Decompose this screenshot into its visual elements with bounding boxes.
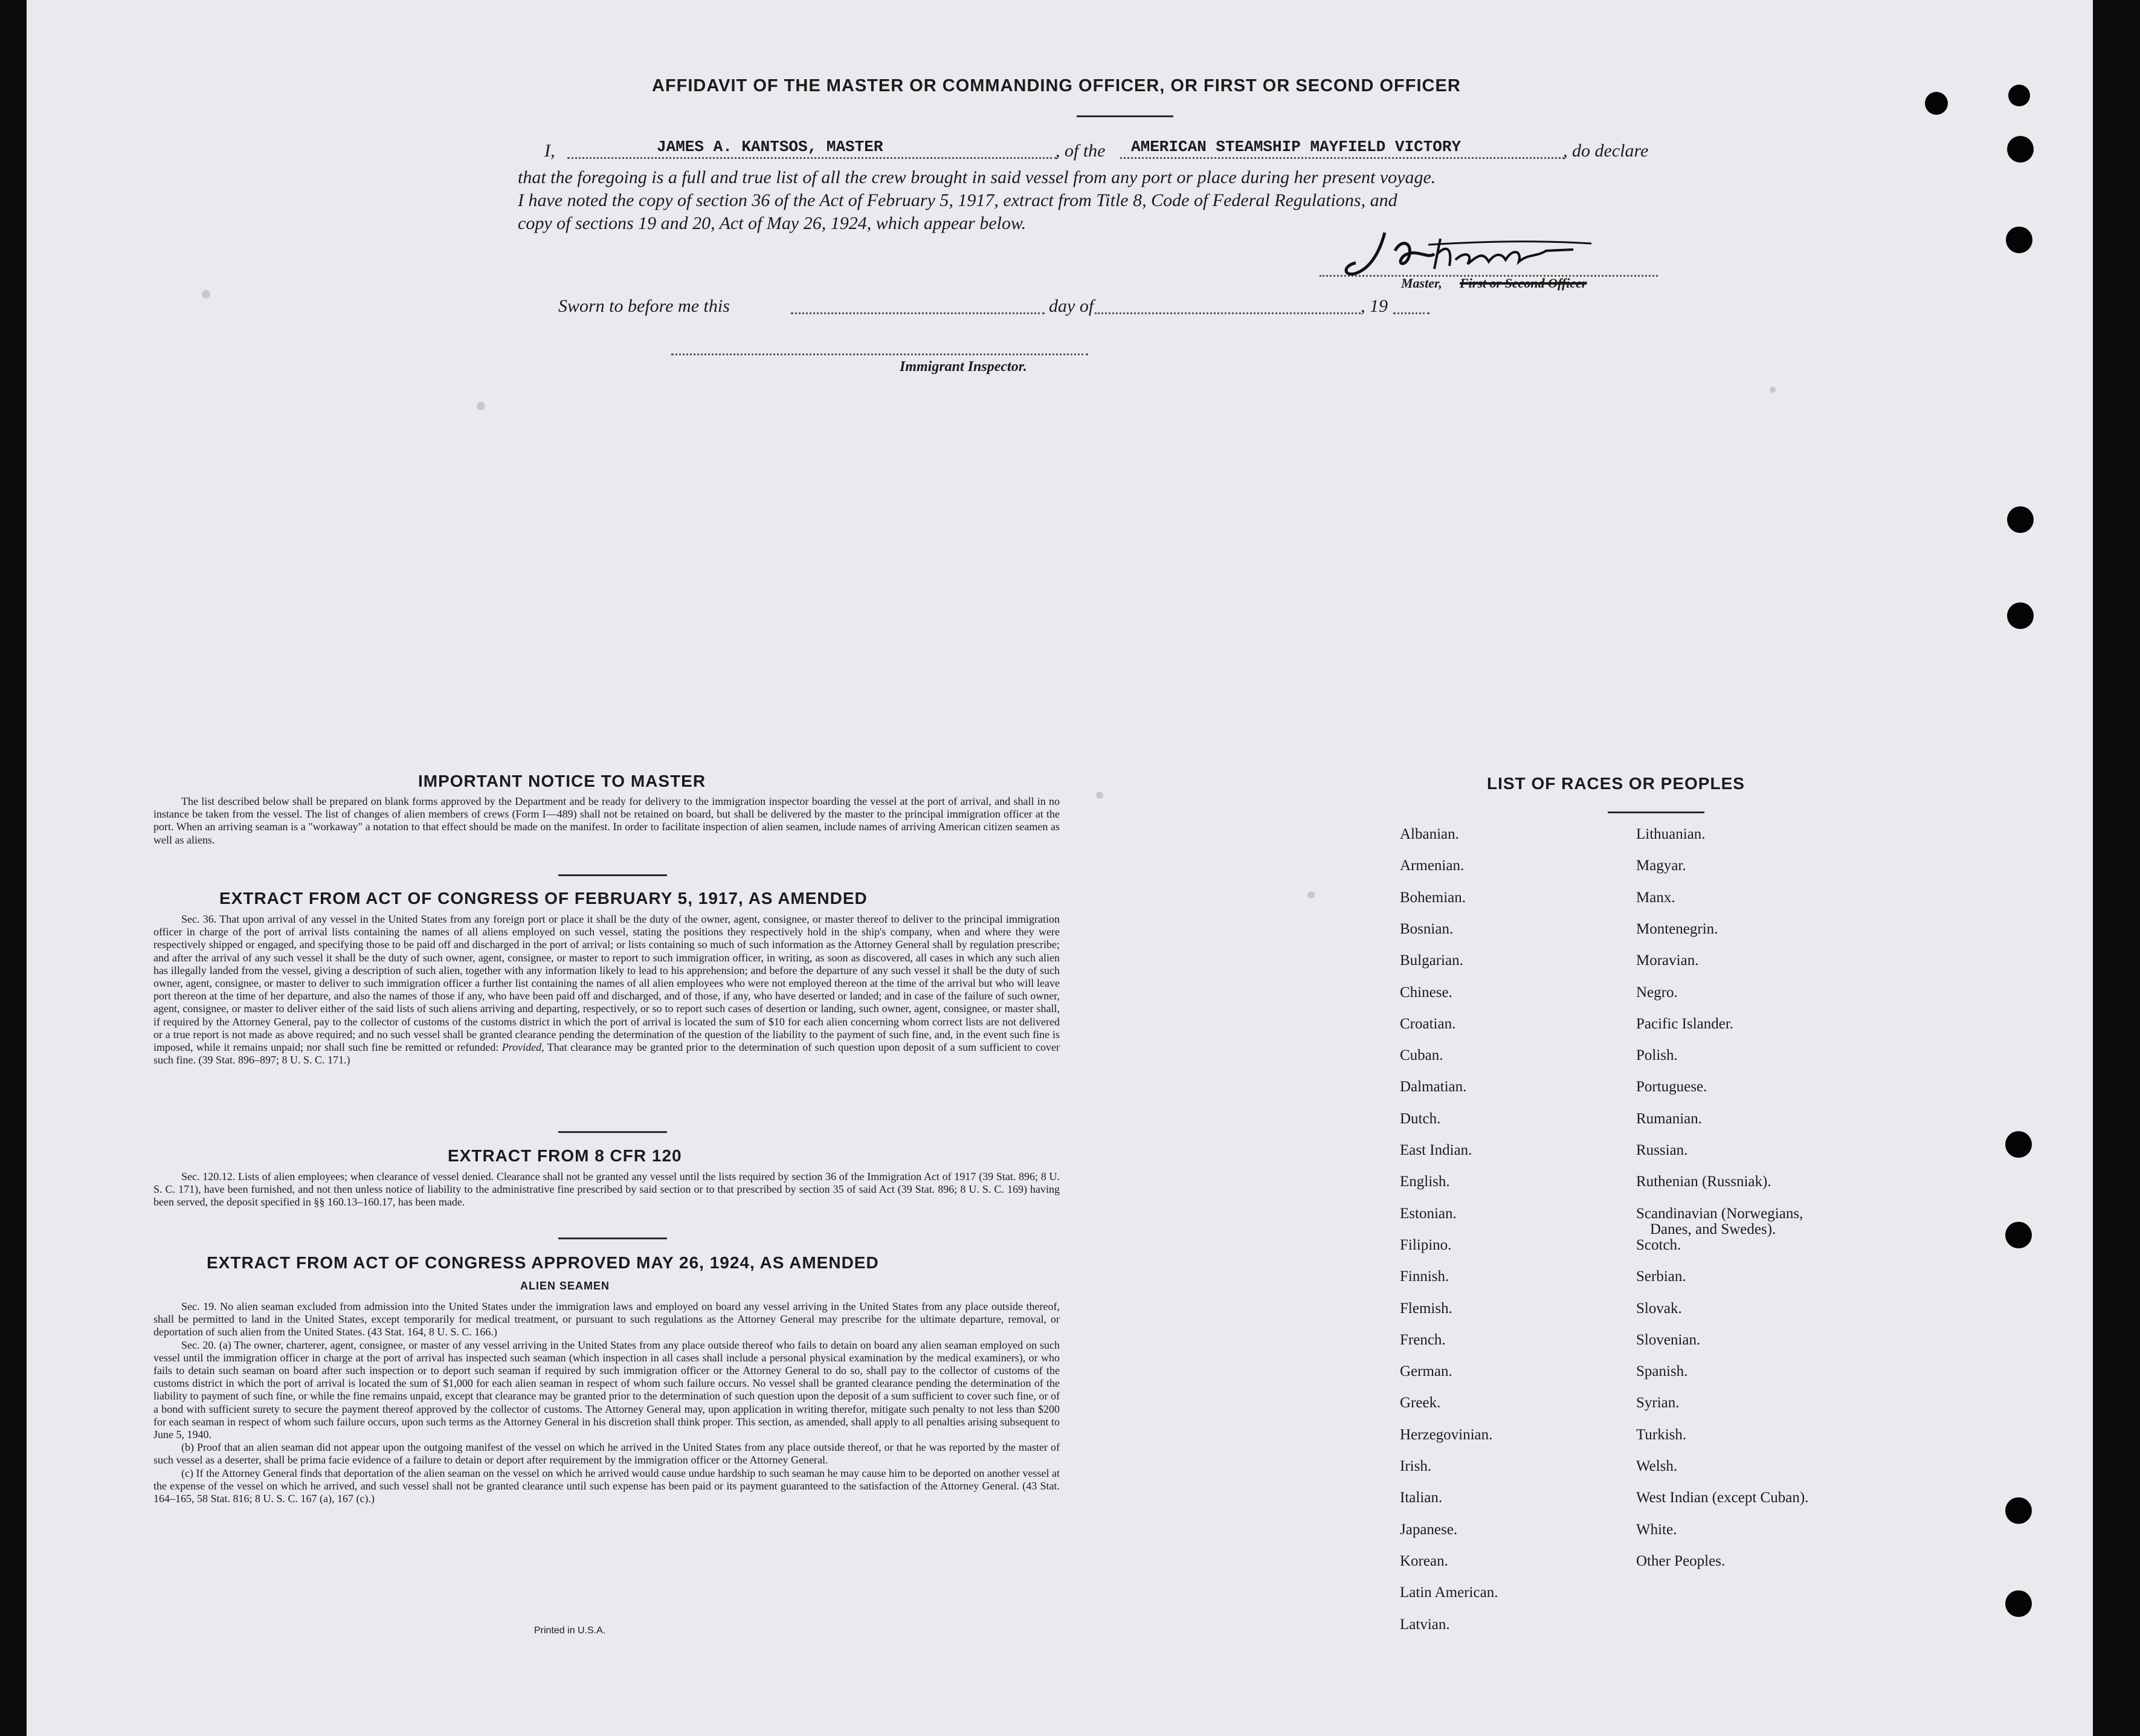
race-item: Dalmatian. xyxy=(1400,1079,1467,1095)
punch-hole xyxy=(2008,85,2030,106)
race-item: Other Peoples. xyxy=(1636,1552,1726,1569)
printed-in-usa: Printed in U.S.A. xyxy=(534,1625,606,1636)
race-item: Portuguese. xyxy=(1636,1079,1707,1095)
punch-hole xyxy=(2006,227,2032,253)
race-item: Latvian. xyxy=(1400,1616,1450,1633)
do-declare-text: , do declare xyxy=(1563,141,1649,161)
inspector-line xyxy=(671,353,1088,355)
paper-speck xyxy=(1770,387,1776,393)
sworn-day-line xyxy=(791,312,1045,314)
race-item: Irish. xyxy=(1400,1458,1432,1474)
notice-divider xyxy=(558,874,667,876)
section-20a-text xyxy=(153,1339,1060,1442)
cfr-title: EXTRACT FROM 8 CFR 120 xyxy=(448,1146,682,1165)
extract-1917-block xyxy=(153,913,1060,1118)
race-item: Estonian. xyxy=(1400,1205,1457,1222)
race-item: Turkish. xyxy=(1636,1426,1687,1443)
race-item: Bohemian. xyxy=(1400,889,1466,906)
race-item: Lithuanian. xyxy=(1636,826,1706,842)
master-label: Master, xyxy=(1401,276,1442,291)
extract-1917-divider xyxy=(558,1131,667,1133)
cfr-divider xyxy=(558,1237,667,1239)
vessel-line xyxy=(1120,157,1564,159)
race-item: Albanian. xyxy=(1400,826,1459,842)
race-item: French. xyxy=(1400,1331,1446,1348)
year-text: , 19 xyxy=(1361,296,1388,316)
punch-hole xyxy=(2005,1497,2032,1524)
race-item: Armenian. xyxy=(1400,857,1465,874)
race-item: Rumanian. xyxy=(1636,1110,1703,1127)
punch-hole xyxy=(2005,1131,2032,1158)
struck-officer-label: First or Second Officer xyxy=(1460,276,1587,291)
race-item: Korean. xyxy=(1400,1552,1448,1569)
race-item: Bosnian. xyxy=(1400,920,1454,937)
alien-seamen-subtitle: ALIEN SEAMEN xyxy=(520,1280,610,1292)
race-item: Chinese. xyxy=(1400,984,1452,1001)
race-item: English. xyxy=(1400,1173,1450,1190)
title-divider xyxy=(1077,115,1173,117)
notice-text-block xyxy=(153,795,1060,856)
extract-1924-title: EXTRACT FROM ACT OF CONGRESS APPROVED MAY 26, 1924, AS AMENDED xyxy=(207,1253,879,1272)
race-item: Bulgarian. xyxy=(1400,952,1463,969)
signature xyxy=(1338,227,1628,281)
race-item: Syrian. xyxy=(1636,1395,1680,1412)
punch-hole xyxy=(1925,92,1948,115)
punch-hole xyxy=(2005,1222,2032,1248)
section-19-label: Sec. 19. xyxy=(181,1300,217,1312)
punch-hole xyxy=(2007,506,2034,533)
provided-word: Provided, xyxy=(501,1041,544,1054)
race-item: Moravian. xyxy=(1636,952,1699,969)
race-item: Scandinavian (Norwegians, xyxy=(1636,1205,1803,1222)
affidavit-line-4: copy of sections 19 and 20, Act of May 26, 1924, which appear below. xyxy=(518,213,1026,233)
affidavit-title: AFFIDAVIT OF THE MASTER OR COMMANDING OFFICER, OR FIRST OR SECOND OFFICER xyxy=(652,76,1461,95)
cfr-section-label: Sec. 120.12. xyxy=(181,1170,236,1183)
section-20-label: Sec. 20. xyxy=(181,1338,216,1351)
race-item: Danes, and Swedes). xyxy=(1650,1221,1776,1237)
section-36-end: That clearance may be granted prior to the determination of such question upon deposit of a sum sufficient to cover such fine. (39 Stat. 896–897; 8 U. S. C. 171.) xyxy=(153,1041,1060,1066)
punch-hole xyxy=(2005,1590,2032,1617)
race-item: Italian. xyxy=(1400,1489,1443,1506)
race-item: Pacific Islander. xyxy=(1636,1015,1734,1032)
notice-text: The list described below shall be prepared on blank forms approved by the Department and be ready for delivery to the immigration inspector boarding the vessel at the port of arrival, and shall in no instance be taken from the vessel. The list of changes of alien members of crews (Form I—489) shall not be retained on board, but shall be delivered by the master to the principal immigration officer at the port. When an arriving seaman is a "workaway" a notation to that effect should be made on the manifest. In order to facilitate inspection of alien seamen, include names of arriving American citizen seamen as well as aliens. xyxy=(153,795,1060,846)
race-item: Montenegrin. xyxy=(1636,920,1718,937)
name-line xyxy=(567,157,1057,159)
race-item: Magyar. xyxy=(1636,857,1686,874)
races-divider xyxy=(1608,812,1704,813)
cfr-text xyxy=(153,1170,1060,1209)
race-item: Latin American. xyxy=(1400,1584,1498,1601)
section-20b-text: (b) Proof that an alien seaman did not appear upon the outgoing manifest of the vessel on which he arrived in the United States from any place outside thereof, or that he was reported by the master of such vessel as a deserter, shall be prima facie evidence of a failure to detain or deport after requirement by the immigration officer or the Attorney General. xyxy=(153,1441,1060,1467)
document-page xyxy=(27,0,2093,1736)
day-of-text: day of xyxy=(1049,296,1094,316)
race-item: Filipino. xyxy=(1400,1236,1452,1253)
section-19-text xyxy=(153,1300,1060,1339)
race-item: East Indian. xyxy=(1400,1142,1472,1158)
race-item: Finnish. xyxy=(1400,1268,1449,1285)
race-item: Croatian. xyxy=(1400,1015,1456,1032)
section-19-body: No alien seaman excluded from admission into the United States under the immigration laws and employed on board any vessel arriving in the United States from any place outside thereof, shall be permitted to land in the United States, except temporarily for medical treatment, or pursuant to such regulations as the Attorney General may prescribe for the ultimate departure, removal, or deportation of such alien from the United States. (43 Stat. 164, 8 U. S. C. 166.) xyxy=(153,1300,1060,1338)
vessel-name-field: AMERICAN STEAMSHIP MAYFIELD VICTORY xyxy=(1131,138,1462,156)
races-title: LIST OF RACES OR PEOPLES xyxy=(1487,774,1745,793)
race-item: Russian. xyxy=(1636,1142,1688,1158)
race-item: Spanish. xyxy=(1636,1363,1688,1380)
master-name-field: JAMES A. KANTSOS, MASTER xyxy=(657,138,883,156)
sworn-month-line xyxy=(1095,312,1361,314)
section-36-label: Sec. 36. xyxy=(181,913,217,925)
of-the-text: , of the xyxy=(1055,141,1106,161)
cfr-block xyxy=(153,1170,1060,1222)
race-item: Slovak. xyxy=(1636,1300,1682,1317)
race-item: Dutch. xyxy=(1400,1110,1441,1127)
affidavit-i: I, xyxy=(544,141,555,161)
sworn-text: Sworn to before me this xyxy=(558,296,730,316)
race-item: West Indian (except Cuban). xyxy=(1636,1489,1809,1506)
race-item: Flemish. xyxy=(1400,1300,1452,1317)
race-item: German. xyxy=(1400,1363,1452,1380)
year-line xyxy=(1393,312,1429,314)
race-item: Greek. xyxy=(1400,1395,1441,1412)
section-36-text xyxy=(153,913,1060,1066)
section-20a-body: (a) The owner, charterer, agent, consignee, or master of any vessel arriving in the United States from any place outside thereof who fails to detain on board any alien seaman employed on such vessel until the immigration officer in charge at the port of arrival has inspected such seaman (which inspection in all cases shall include a personal physical examination by the medical examiners), or who fails to detain such seaman on board after such inspection or to deport such seaman if required by such immigration officer or the Attorney General to do so, shall pay to the collector of customs of the customs district in which the port of arrival is located the sum of $1,000 for each alien seaman in respect of whom such failure occurs. No vessel shall be granted clearance pending the determination of the liability to payment of such fine, or while the fine remains unpaid, except that clearance may be granted prior to the determination of such question upon the deposit of a sum sufficient to cover such fine, or of a bond with sufficient surety to secure the payment thereof approved by the collector of customs. The Attorney General may, upon application in writing therefor, mitigate such penalty to not less than $200 for each seaman in respect of whom such failure occurs, upon such terms as the Attorney General in his discretion shall think proper. This section, as amended, shall apply to all penalties arising subsequent to June 5, 1940. xyxy=(153,1338,1060,1441)
race-item: White. xyxy=(1636,1521,1677,1538)
inspector-label: Immigrant Inspector. xyxy=(900,359,1027,375)
race-item: Polish. xyxy=(1636,1047,1678,1064)
cfr-section-body: Lists of alien employees; when clearance of vessel denied. Clearance shall not be granted any vessel until the lists required by section 36 of the Immigration Act of 1917 (39 Stat. 896; 8 U. S. C. 171), have been furnished, and not then unless notice of liability to the administrative fine prescribed by said section or to that prescribed by section 35 of said Act (39 Stat. 896; 8 U. S. C. 169) having been served, the deposit specified in §§ 160.13–160.17, has been made. xyxy=(153,1170,1060,1208)
affidavit-body xyxy=(518,166,1690,235)
extract-1917-title: EXTRACT FROM ACT OF CONGRESS OF FEBRUARY 5, 1917, AS AMENDED xyxy=(219,889,868,908)
race-item: Serbian. xyxy=(1636,1268,1686,1285)
punch-hole xyxy=(2007,136,2034,163)
affidavit-line-3: I have noted the copy of section 36 of the Act of February 5, 1917, extract from Title 8, Code of Federal Regulations, and xyxy=(518,190,1397,210)
race-item: Herzegovinian. xyxy=(1400,1426,1493,1443)
section-36-body: That upon arrival of any vessel in the United States from any foreign port or place it shall be the duty of the owner, agent, consignee, or master thereof to deliver to the principal immigration officer in charge of the port of arrival lists containing the names of all aliens employed on such vessel, stating the positions they respectively hold in the ship's company, when and where they were respectively shipped or engaged, and specifying those to be paid off and discharged in the port of arrival; or lists containing so much of such information as the Attorney General shall by regulation prescribe; and after the arrival of any such vessel it shall be the duty of such owner, agent, consignee, or master to report to such immigration officer, in writing, as soon as discovered, all cases in which any such alien has illegally landed from the vessel, giving a description of such alien, together with any information likely to lead to his apprehension; and before the departure of any such vessel it shall be the duty of such owner, agent, consignee, or master to deliver to such immigration officer a further list containing the names of all alien employees who were not employed thereon at the time of the arrival but who will leave port thereon at the time of her departure, and also the names of those if any, who have been paid off and discharged, and of those, if any, who have deserted or landed; and in case of the failure of such owner, agent, consignee, or master to deliver either of the said lists of such aliens arriving and departing, respectively, or so to report such cases of desertion or landing, such owner, agent, consignee, or master shall, if required by the Attorney General, pay to the collector of customs of the customs district in which the port of arrival is located the sum of $10 for each alien concerning whom correct lists are not delivered or a true report is not made as above required; and no such vessel shall be granted clearance pending the determination of the question of the liability to the payment of such fine, and, in the event such fine is imposed, while it remains unpaid; nor shall such fine be remitted or refunded: xyxy=(153,913,1060,1054)
race-item: Manx. xyxy=(1636,889,1675,906)
notice-title: IMPORTANT NOTICE TO MASTER xyxy=(418,772,706,790)
paper-speck xyxy=(202,290,210,298)
race-item: Japanese. xyxy=(1400,1521,1458,1538)
race-item: Negro. xyxy=(1636,984,1678,1001)
section-20c-text: (c) If the Attorney General finds that deportation of the alien seaman on the vessel on which he arrived would cause undue hardship to such seaman he may cause him to be deported on another vessel at the expense of the vessel on which he arrived, and such vessel shall not be granted clearance until such expense has been paid or its payment guaranteed to the satisfaction of the Attorney General. (43 Stat. 164–165, 58 Stat. 816; 8 U. S. C. 167 (a), 167 (c).) xyxy=(153,1467,1060,1505)
paper-speck xyxy=(477,402,485,410)
race-item: Welsh. xyxy=(1636,1458,1678,1474)
paper-speck xyxy=(1096,792,1103,799)
race-item: Slovenian. xyxy=(1636,1331,1701,1348)
paper-speck xyxy=(1307,891,1315,899)
race-item: Scotch. xyxy=(1636,1236,1681,1253)
punch-hole xyxy=(2007,602,2034,629)
affidavit-line-2: that the foregoing is a full and true list of all the crew brought in said vessel from any port or place during her present voyage. xyxy=(518,167,1436,187)
extract-1924-block xyxy=(153,1300,1060,1566)
race-item: Ruthenian (Russniak). xyxy=(1636,1173,1771,1190)
race-item: Cuban. xyxy=(1400,1047,1443,1064)
